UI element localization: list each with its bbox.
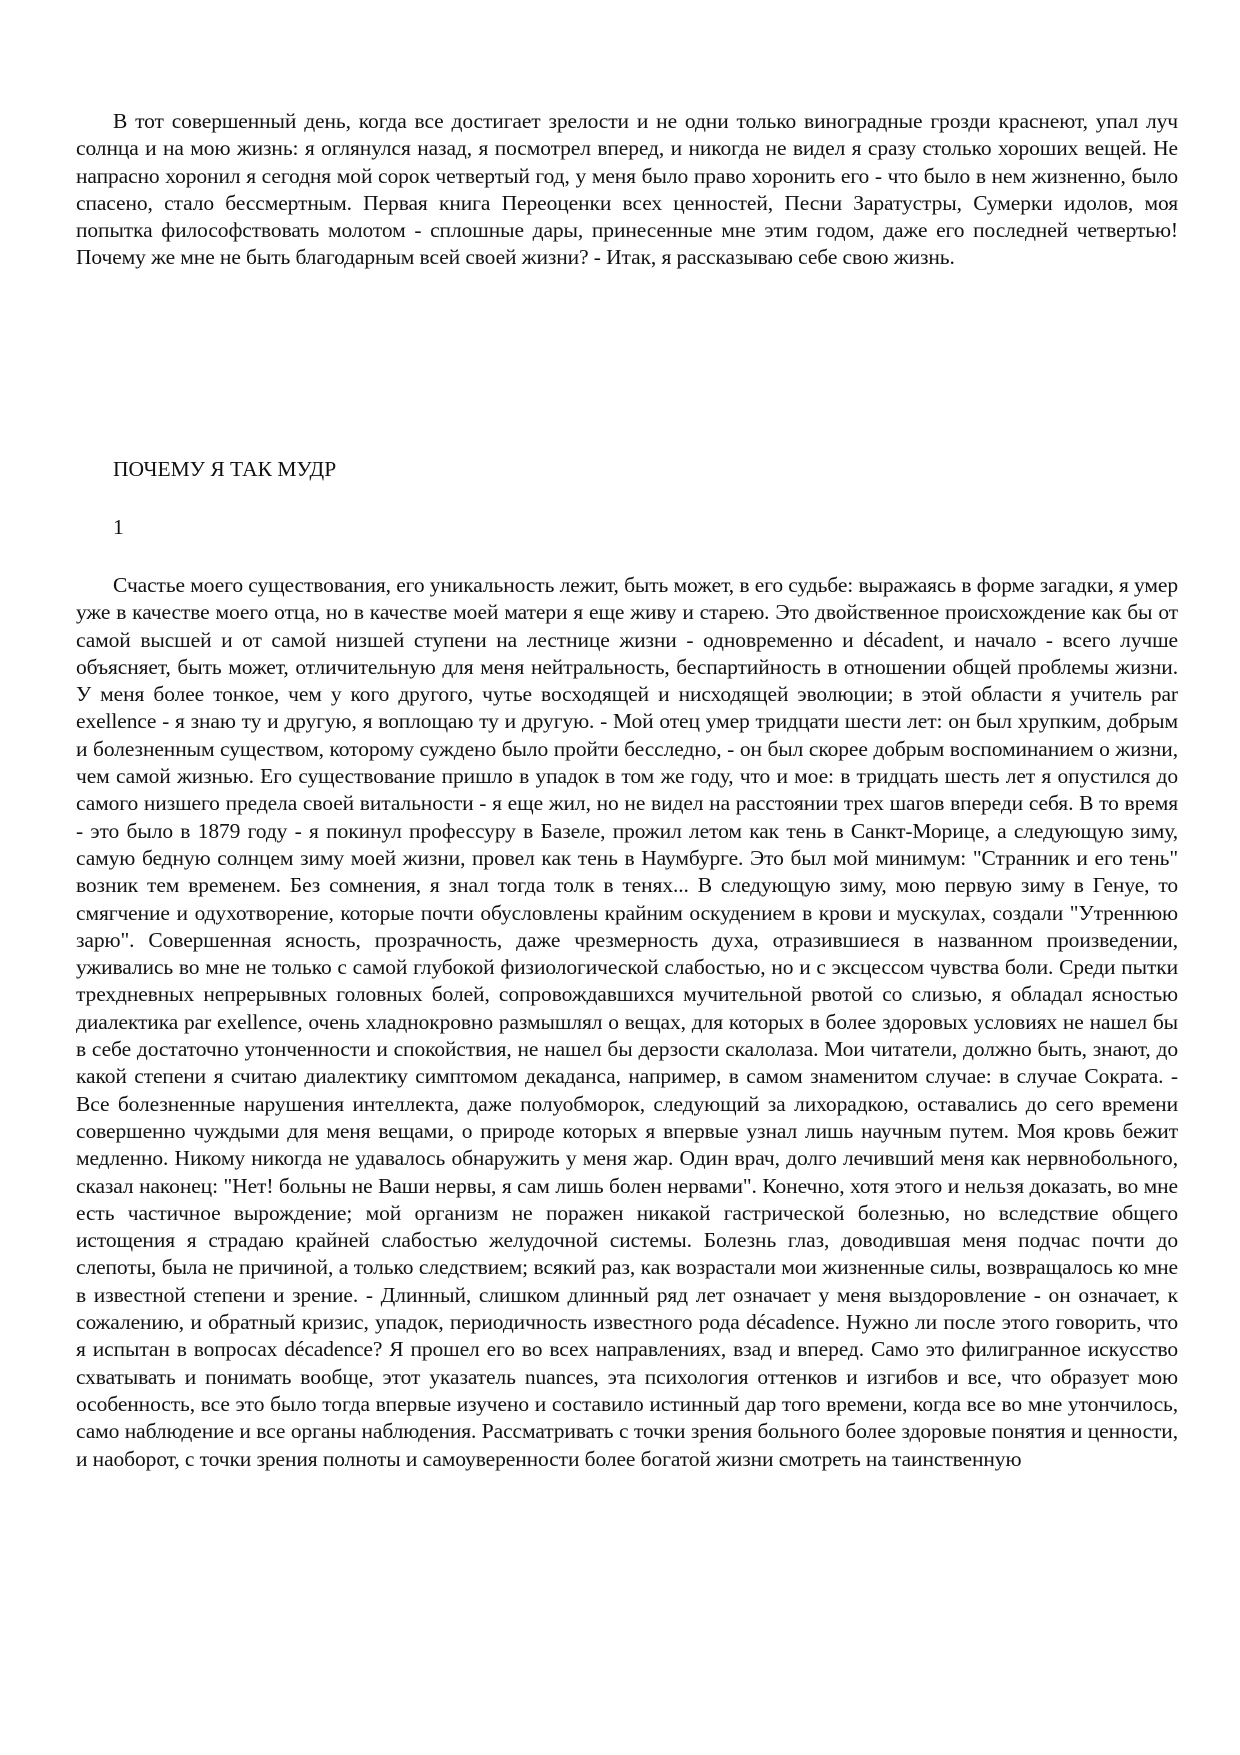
intro-paragraph: В тот совершенный день, когда все достигает зрелости и не одни только виноградные грозди краснеют, упал луч солнца и на мою жизнь: я оглянулся назад, я посмотрел вперед, и никогда не видел я сразу столько хороших вещей. Не напрасно хоронил я сегодня мой сорок четвертый год, у меня было право хоронить его - что было в нем жизненно, было спасено, стало бессмертным. Первая книга Переоценки всех ценностей, Песни Заратустры, Сумерки идолов, моя попытка философствовать молотом - сплошные дары, принесенные мне этим годом, даже его последней четвертью! Почему же мне не быть благодарным всей своей жизни? - Итак, я рассказываю себе свою жизнь. bbox=[76, 109, 1178, 270]
document-page bbox=[76, 108, 1178, 1471]
section-number: 1 bbox=[113, 515, 124, 539]
main-paragraph: Счастье моего существования, его уникальность лежит, быть может, в его судьбе: выражаясь в форме загадки, я умер уже в качестве моего отца, но в качестве моей матери я еще живу и старею. Это двойственное происхождение как бы от самой высшей и от самой низшей ступени на лестнице жизни - одновременно и décadent, и начало - всего лучше объясняет, быть может, отличительную для меня нейтральность, беспартийность в отношении общей проблемы жизни. У меня более тонкое, чем у кого другого, чутье восходящей и нисходящей эволюции; в этой области я учитель par exellence - я знаю ту и другую, я воплощаю ту и другую. - Мой отец умер тридцати шести лет: он был хрупким, добрым и болезненным существом, которому суждено было пройти бесследно, - он был скорее добрым воспоминанием о жизни, чем самой жизнью. Его существование пришло в упадок в том же году, что и мое: в тридцать шесть лет я опустился до самого низшего предела своей витальности - я еще жил, но не видел на расстоянии трех шагов впереди себя. В то время - это было в 1879 году - я покинул профессуру в Базеле, прожил летом как тень в Санкт-Морице, а следующую зиму, самую бедную солнцем зиму моей жизни, провел как тень в Наумбурге. Это был мой минимум: "Странник и его тень" возник тем временем. Без сомнения, я знал тогда толк в тенях... В следующую зиму, мою первую зиму в Генуе, то смягчение и одухотворение, которые почти обусловлены крайним оскудением в крови и мускулах, создали "Утреннюю зарю". Совершенная ясность, прозрачность, даже чрезмерность духа, отразившиеся в названном произведении, уживались во мне не только с самой глубокой физиологической слабостью, но и с эксцессом чувства боли. Среди пытки трехдневных непрерывных головных болей, сопровождавшихся мучительной рвотой со слизью, я обладал ясностью диалектика par exellence, очень хладнокровно размышлял о вещах, для которых в более здоровых условиях не нашел бы в себе достаточно утонченности и спокойствия, не нашел бы дерзости скалолаза. Мои читатели, должно быть, знают, до какой степени я считаю диалектику симптомом декаданса, например, в самом знаменитом случае: в случае Сократа. - Все болезненные нарушения интеллекта, даже полуобморок, следующий за лихорадкою, оставались до сего времени совершенно чуждыми для меня вещами, о природе которых я впервые узнал лишь научным путем. Моя кровь бежит медленно. Никому никогда не удавалось обнаружить у меня жар. Один врач, долго лечивший меня как нервнобольного, сказал наконец: "Нет! больны не Ваши нервы, я сам лишь болен нервами". Конечно, хотя этого и нельзя доказать, во мне есть частичное вырождение; мой организм не поражен никакой гастрической болезнью, но вследствие общего истощения я страдаю крайней слабостью желудочной системы. Болезнь глаз, доводившая меня подчас почти до слепоты, была не причиной, а только следствием; всякий раз, как возрастали мои жизненные силы, возвращалось ко мне в известной степени и зрение. - Длинный, слишком длинный ряд лет означает у меня выздоровление - он означает, к сожалению, и обратный кризис, упадок, периодичность известного рода décadence. Нужно ли после этого говорить, что я испытан в вопросах décadence? Я прошел его во всех направлениях, взад и вперед. Само это филигранное искусство схватывать и понимать вообще, этот указатель nuances, эта психология оттенков и изгибов и все, что образует мою особенность, все это было тогда впервые изучено и составило истинный дар того времени, когда все во мне утончилось, само наблюдение и все органы наблюдения. Рассматривать с точки зрения больного более здоровые понятия и ценности, и наоборот, с точки зрения полноты и самоуверенности более богатой жизни смотреть на таинственную bbox=[76, 573, 1178, 1471]
chapter-heading: ПОЧЕМУ Я ТАК МУДР bbox=[113, 457, 337, 481]
